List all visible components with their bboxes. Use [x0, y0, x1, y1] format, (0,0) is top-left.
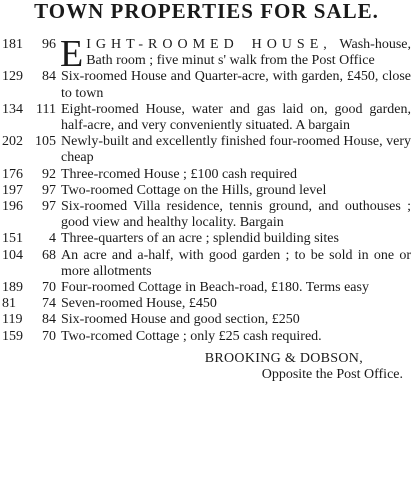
lot-number: 70: [42, 328, 56, 344]
listing-text: Wash-house, Bath room ; five minut s' walk from the Post Office: [86, 37, 411, 69]
listing-description: Eight-roomed House, water and gas laid on, good garden, half-acre, and very conveniently situated. A bargain: [61, 101, 411, 134]
listing-description: Two-rcomed Cottage ; only £25 cash required.: [61, 328, 322, 344]
listing-item: [2, 199, 411, 231]
lot-number: 97: [42, 199, 56, 215]
listing-item: [2, 102, 411, 134]
advertiser-block: [2, 351, 411, 383]
ref-number: 189: [2, 280, 23, 296]
ref-number: 159: [2, 328, 23, 344]
ref-number: 81: [2, 296, 16, 312]
lot-number: 105: [35, 134, 56, 150]
ref-number: 104: [2, 247, 23, 263]
listing-item: [2, 248, 411, 280]
ref-number: 196: [2, 199, 23, 215]
ref-number: 151: [2, 231, 23, 247]
listing-description: [60, 33, 411, 75]
listing-item: [2, 183, 411, 199]
listing-item: [2, 312, 411, 328]
ref-number: 176: [2, 166, 23, 182]
lot-number: 84: [42, 312, 56, 328]
listing-description: Six-roomed House and Quarter-acre, with garden, £450, close to town: [61, 69, 411, 101]
listing-description: Six-roomed Villa residence, tennis ground, and outhouses ; good view and healthy locality. Bargain: [61, 199, 411, 231]
ref-number: 129: [2, 69, 23, 85]
ref-number: 119: [2, 312, 23, 328]
lot-number: 92: [42, 166, 56, 182]
listing-description: Three-rcomed House ; £100 cash required: [61, 166, 297, 182]
lot-number: 96: [42, 37, 56, 52]
lot-number: 97: [42, 182, 56, 198]
listing-description: Three-quarters of an acre ; splendid building sites: [61, 231, 339, 247]
firm-name: BROOKING & DOBSON,: [204, 350, 363, 366]
listing-lead: IGHT-ROOMED HOUSE,: [86, 37, 332, 52]
ref-number: 181: [2, 37, 23, 52]
listing-item: [2, 296, 411, 312]
drop-cap: E: [60, 33, 84, 75]
listing-list: [2, 33, 412, 345]
ref-number: 197: [2, 182, 23, 198]
listing-item: [2, 231, 411, 247]
listing-item: [2, 280, 411, 296]
listing-item: [2, 134, 411, 166]
firm-address: Opposite the Post Office.: [261, 366, 403, 382]
listing-item: [2, 329, 411, 345]
listing-description: Seven-roomed House, £450: [61, 296, 217, 312]
ref-number: 134: [2, 101, 23, 117]
listing-description: An acre and a-half, with good garden ; to be sold in one or more allotments: [61, 247, 411, 279]
listing-description: Two-roomed Cottage on the Hills, ground level: [61, 182, 327, 198]
lot-number: 4: [49, 231, 56, 247]
listing-description: Newly-built and excellently finished four-roomed House, very cheap: [61, 134, 412, 166]
lot-number: 70: [42, 280, 56, 296]
listing-description: Four-roomed Cottage in Beach-road, £180. Terms easy: [61, 280, 369, 296]
lot-number: 111: [36, 101, 56, 117]
listing-item: [2, 69, 411, 101]
lot-number: 68: [42, 247, 56, 263]
listing-item: [2, 33, 411, 75]
lot-number: 84: [42, 69, 56, 85]
ref-number: 202: [2, 134, 23, 150]
lot-number: 74: [42, 296, 56, 312]
page-title: TOWN PROPERTIES FOR SALE.: [34, 0, 379, 22]
listing-item: [2, 167, 411, 183]
listing-description: Six-roomed House and good section, £250: [61, 312, 300, 328]
